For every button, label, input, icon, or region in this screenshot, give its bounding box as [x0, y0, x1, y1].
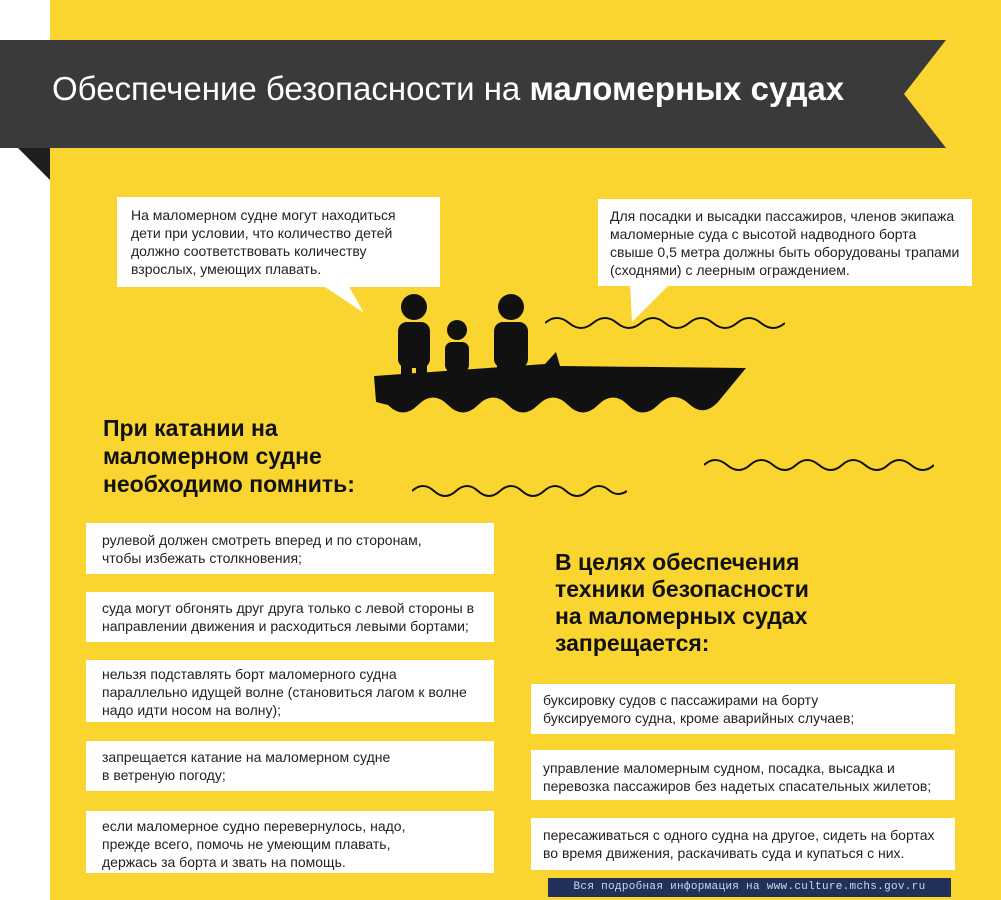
- prohibition-box-text: пересаживаться с одного судна на другое, сидеть на бортах во время движения, раскачивать суда и купаться с них.: [543, 827, 935, 861]
- speech-bubble-right: [598, 199, 972, 286]
- page-title-normal: Обеспечение безопасности на: [52, 70, 530, 107]
- right-section-heading: В целях обеспечения техники безопасности на маломерных судах запрещается:: [555, 549, 809, 656]
- prohibition-box: [531, 750, 955, 800]
- footer-info-link[interactable]: Вся подробная информация на www.culture.mchs.gov.ru: [548, 878, 951, 897]
- rule-box: [86, 592, 494, 642]
- wave-line: [412, 481, 627, 501]
- prohibition-box: [531, 818, 955, 870]
- wave-line: [704, 455, 934, 475]
- rule-box: [86, 741, 494, 791]
- speech-bubble-left-text: На маломерном судне могут находиться дети при условии, что количество детей должно соответствовать количеству взрослых, умеющих плавать.: [131, 207, 396, 277]
- rule-box: [86, 660, 494, 722]
- speech-bubble-left-tail: [320, 285, 370, 315]
- rule-box: [86, 811, 494, 873]
- rule-box-text: если маломерное судно перевернулось, надо, прежде всего, помочь не умеющим плавать, держась за борта и звать на помощь.: [102, 818, 406, 870]
- speech-bubble-left: [117, 197, 440, 287]
- rule-box-text: рулевой должен смотреть вперед и по сторонам, чтобы избежать столкновения;: [102, 532, 422, 566]
- prohibition-box-text: буксировку судов с пассажирами на борту буксируемого судна, кроме аварийных случаев;: [543, 692, 855, 726]
- prohibition-box-text: управление маломерным судном, посадка, высадка и перевозка пассажиров без надетых спасательных жилетов;: [543, 760, 932, 794]
- wave-line: [545, 313, 785, 333]
- rule-box-text: запрещается катание на маломерном судне в ветреную погоду;: [102, 749, 391, 783]
- boat-illustration: [370, 290, 755, 430]
- left-section-heading: При катании на маломерном судне необходимо помнить:: [103, 415, 355, 497]
- speech-bubble-right-text: Для посадки и высадки пассажиров, членов экипажа маломерные суда с высотой надводного борта свыше 0,5 метра должны быть оборудованы трапами (сходнями) с леерным ограждением.: [610, 208, 960, 278]
- prohibition-box: [531, 684, 955, 734]
- page-title: [52, 70, 844, 108]
- rule-box-text: суда могут обгонять друг друга только с левой стороны в направлении движения и расходиться левыми бортами;: [102, 600, 475, 634]
- rule-box-text: нельзя подставлять борт маломерного судна параллельно идущей волне (становиться лагом к волне надо идти носом на волну);: [102, 666, 467, 718]
- boat-hull: [374, 352, 746, 413]
- rule-box: [86, 523, 494, 574]
- page-title-bold: маломерных судах: [529, 70, 845, 107]
